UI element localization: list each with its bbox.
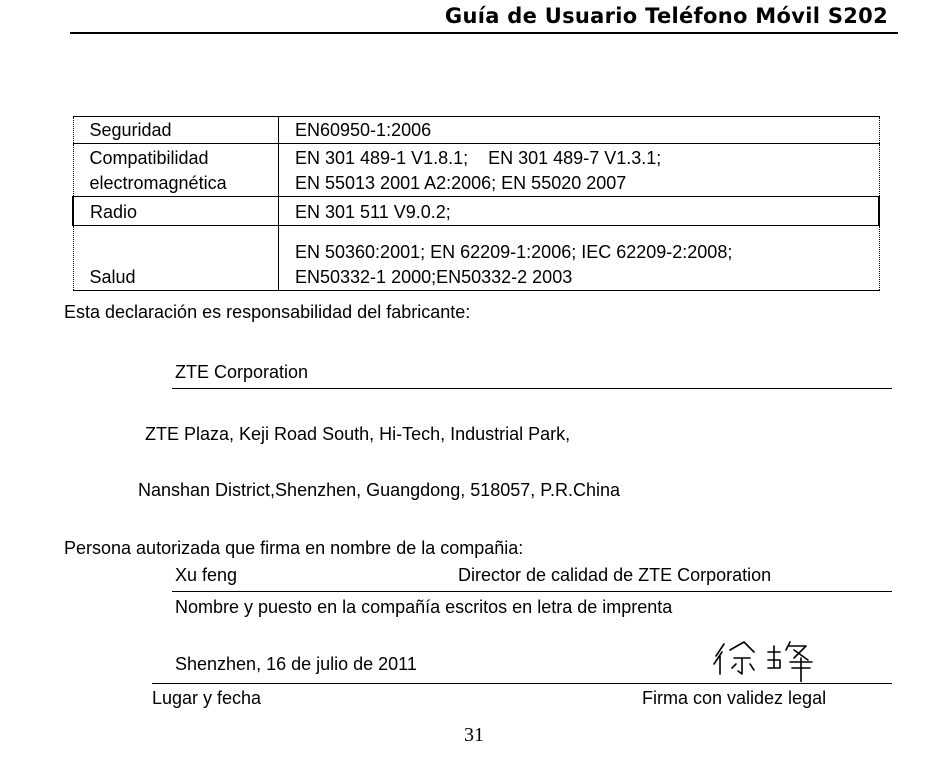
- standard-value: EN50332-1 2000;EN50332-2 2003: [295, 267, 573, 287]
- table-cell-value: [279, 144, 880, 197]
- table-row: [73, 144, 879, 197]
- handwritten-signature: [708, 638, 838, 682]
- table-row: [73, 226, 879, 291]
- signatory-position: Director de calidad de ZTE Corporation: [458, 565, 772, 585]
- standard-value: EN 50360:2001; EN 62209-1:2006; IEC 62209-2:2008;: [295, 242, 733, 262]
- signature-caption: Firma con validez legal: [642, 688, 827, 708]
- table-cell-category: [73, 144, 279, 197]
- declaration-intro: Esta declaración es responsabilidad del fabricante:: [64, 302, 471, 322]
- standard-value: EN 301 489-1 V1.8.1; EN 301 489-7 V1.3.1;: [295, 148, 662, 168]
- standard-value: EN60950-1:2006: [295, 120, 432, 140]
- place-date-underline: [152, 683, 892, 684]
- table-cell-value: [279, 117, 880, 144]
- table-cell-category: [73, 197, 279, 226]
- company-underline: [172, 388, 892, 389]
- standards-table: [72, 116, 880, 291]
- table-row: [73, 117, 879, 144]
- authorization-intro: Persona autorizada que firma en nombre de la compañia:: [64, 538, 524, 558]
- category-label: Seguridad: [89, 120, 172, 140]
- table-cell-value: [279, 197, 880, 226]
- name-underline: [172, 591, 892, 592]
- place-date: Shenzhen, 16 de julio de 2011: [175, 654, 417, 674]
- address-line-1: ZTE Plaza, Keji Road South, Hi-Tech, Industrial Park,: [145, 424, 571, 444]
- standard-value: EN 301 511 V9.0.2;: [295, 202, 451, 222]
- category-label: Compatibilidad: [89, 148, 209, 168]
- table-cell-category: [73, 117, 279, 144]
- category-label: Radio: [90, 202, 138, 222]
- table-row: [73, 197, 879, 226]
- company-name: ZTE Corporation: [175, 362, 309, 382]
- table-cell-value: [279, 226, 880, 291]
- standard-value: EN 55013 2001 A2:2006; EN 55020 2007: [295, 173, 627, 193]
- signatory-name: Xu feng: [175, 565, 238, 585]
- category-label: electromagnética: [89, 173, 227, 193]
- category-label: Salud: [89, 267, 136, 287]
- place-date-caption: Lugar y fecha: [152, 688, 262, 708]
- page-number: 31: [464, 724, 484, 746]
- address-line-2: Nanshan District,Shenzhen, Guangdong, 518057, P.R.China: [138, 480, 620, 500]
- header-divider: [70, 32, 898, 34]
- name-caption: Nombre y puesto en la compañía escritos en letra de imprenta: [175, 597, 673, 617]
- table-cell-category: [73, 226, 279, 291]
- page-header-title: Guía de Usuario Teléfono Móvil S202: [444, 4, 888, 28]
